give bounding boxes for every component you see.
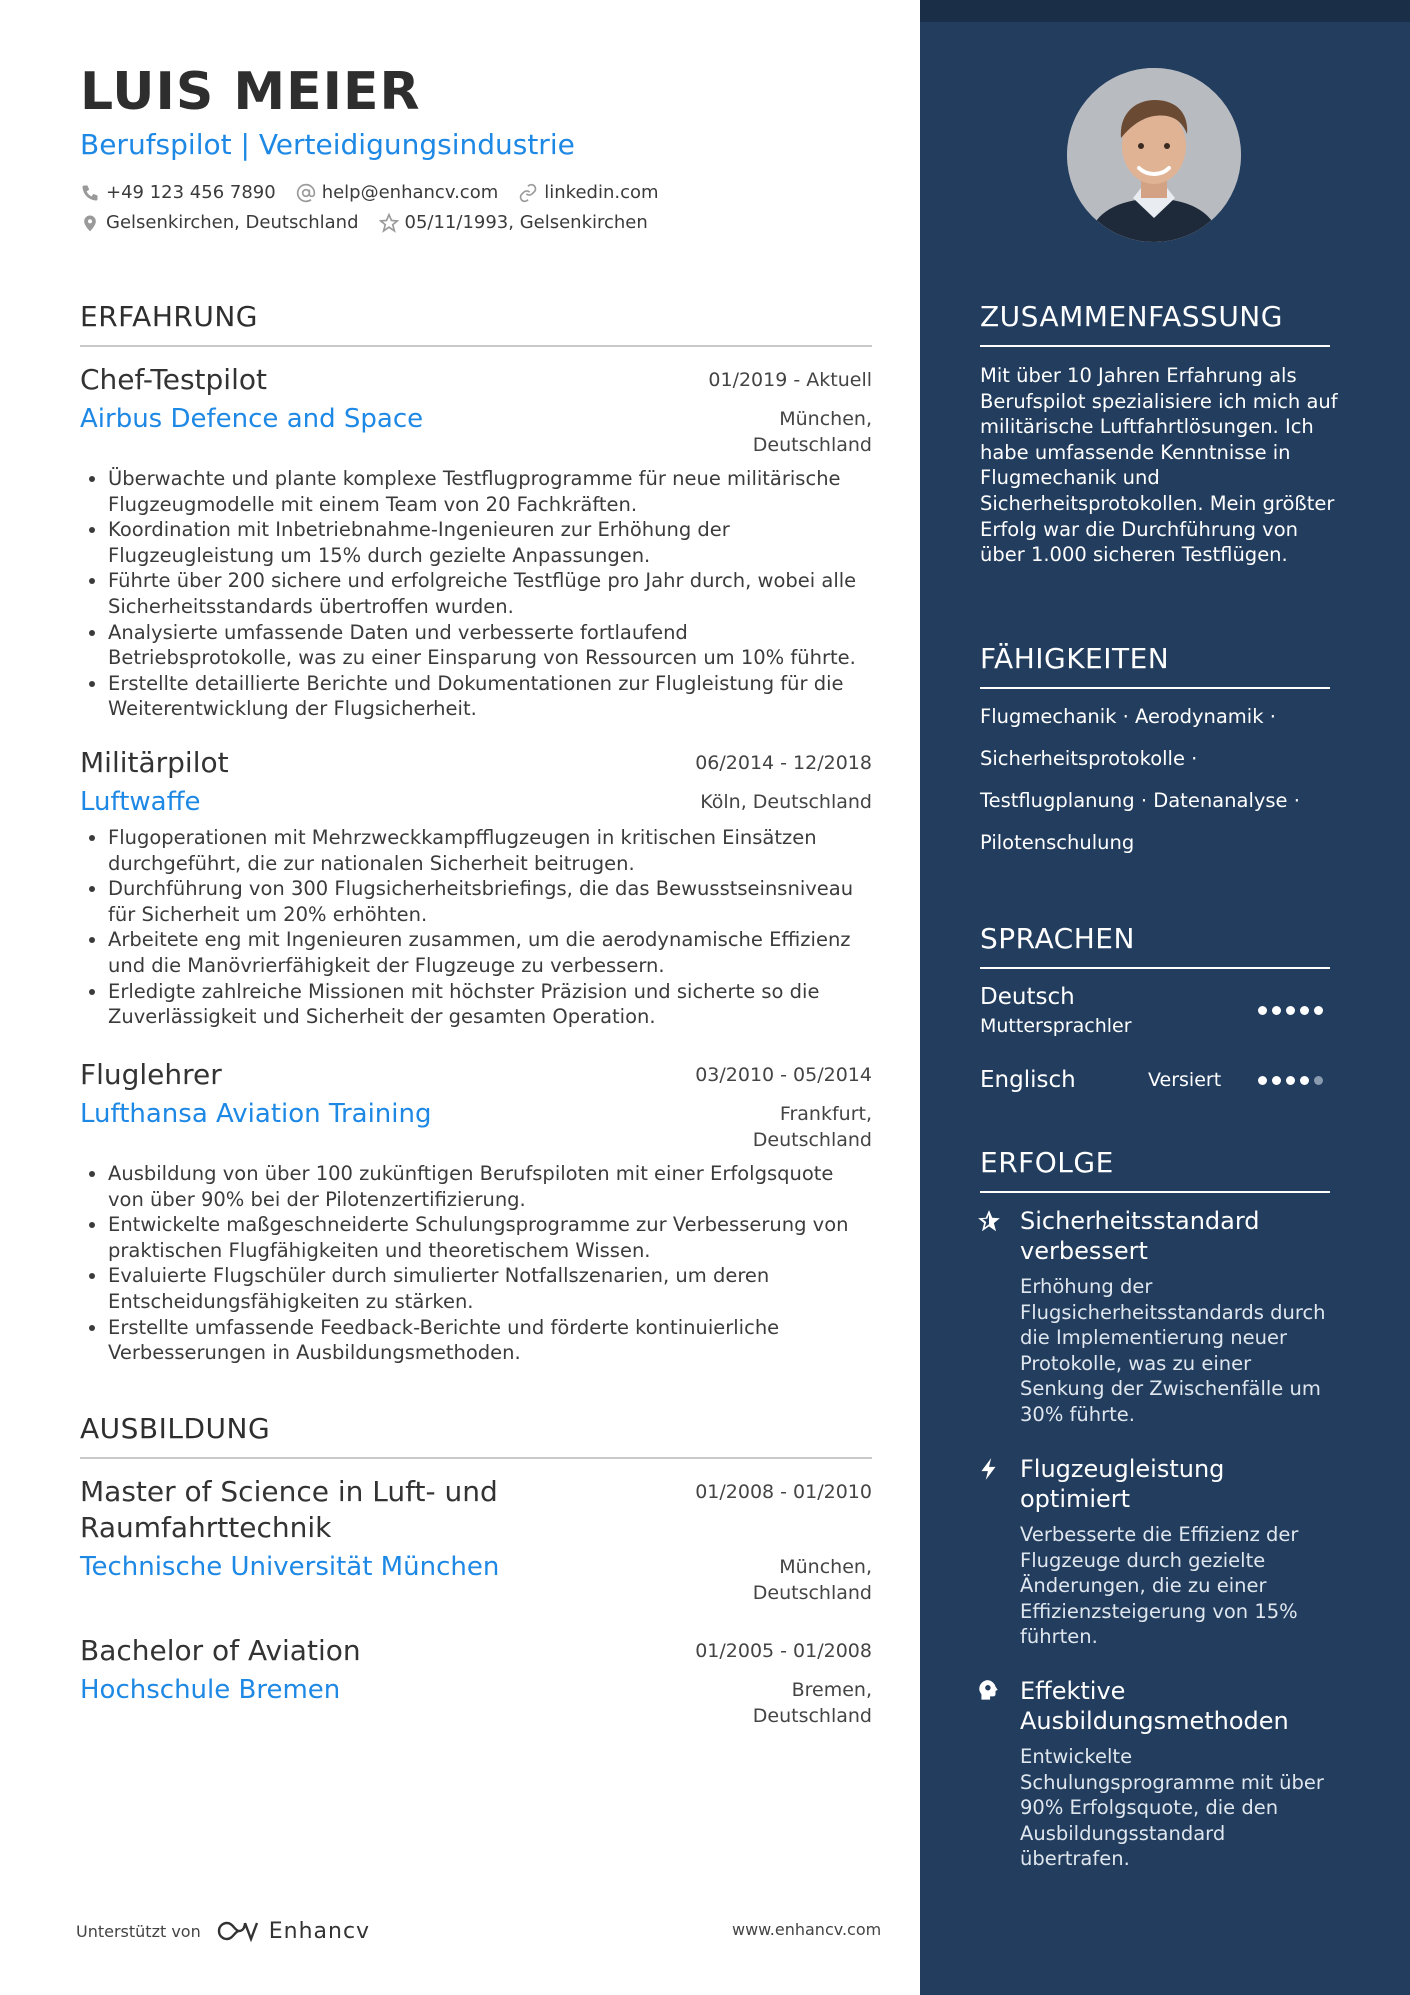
job-bullet: Durchführung von 300 Flugsicherheitsbriefings, die das Bewusstseinsniveau für Sicherheit um 20% erhöhten. xyxy=(80,876,872,927)
job-company: Airbus Defence and Space xyxy=(80,404,424,434)
language-rating xyxy=(1258,1076,1328,1085)
job-date: 01/2019 - Aktuell xyxy=(708,369,872,391)
education-entry xyxy=(80,1633,872,1727)
language-level: Muttersprachler xyxy=(980,1015,1132,1037)
language-name: Englisch xyxy=(980,1067,1076,1093)
bolt-icon xyxy=(976,1456,1002,1482)
skill-line: Pilotenschulung xyxy=(980,831,1135,854)
job-bullets xyxy=(80,825,872,1030)
star-outline-icon xyxy=(379,213,399,233)
edu-location xyxy=(753,1677,872,1729)
rating-dot-filled xyxy=(1272,1006,1281,1015)
job-bullets xyxy=(80,466,872,722)
footer-powered-by xyxy=(76,1918,370,1944)
achievement-desc: Erhöhung der Flugsicherheitsstandards durch die Implementierung neuer Protokolle, was zu einer Senkung der Zwischenfälle um 30% führte. xyxy=(1020,1275,1326,1426)
language-name: Deutsch xyxy=(980,984,1075,1010)
star-icon xyxy=(976,1208,1002,1234)
website-text: linkedin.com xyxy=(544,182,659,203)
job-bullet: Führte über 200 sichere und erfolgreiche Testflüge pro Jahr durch, wobei alle Sicherheitsstandards übertroffen wurden. xyxy=(80,568,872,619)
rating-dot-filled xyxy=(1300,1006,1309,1015)
achievement-title: Flugzeugleistung optimiert xyxy=(1020,1455,1225,1513)
phone-text: +49 123 456 7890 xyxy=(106,182,276,203)
summary-heading: ZUSAMMENFASSUNG xyxy=(980,300,1330,347)
edu-date: 01/2008 - 01/2010 xyxy=(695,1481,872,1503)
contact-email[interactable] xyxy=(296,182,499,203)
rating-dot-filled xyxy=(1286,1006,1295,1015)
achievement-title: Sicherheitsstandard verbessert xyxy=(1020,1207,1260,1265)
rating-dot-filled xyxy=(1258,1006,1267,1015)
brand-name: Enhancv xyxy=(268,1918,371,1944)
job-company: Lufthansa Aviation Training xyxy=(80,1099,432,1129)
job-location-line1: Köln, Deutschland xyxy=(700,791,872,813)
edu-degree-line1: Master of Science in Luft- und xyxy=(80,1475,498,1508)
link-icon xyxy=(518,183,538,203)
job-bullet: Erledigte zahlreiche Missionen mit höchster Präzision und sicherte so die Zuverlässigkeit und Sicherheit der gesamten Operation. xyxy=(80,979,872,1030)
job-bullet: Erstellte umfassende Feedback-Berichte und förderte kontinuierliche Verbesserungen in Ausbildungsmethoden. xyxy=(80,1315,872,1366)
profile-photo xyxy=(1067,68,1241,242)
edu-degree-line2: Raumfahrttechnik xyxy=(80,1511,332,1544)
rating-dot-filled xyxy=(1258,1076,1267,1085)
job-role: Chef-Testpilot xyxy=(80,363,267,396)
education-entry xyxy=(80,1474,872,1604)
job-role: Fluglehrer xyxy=(80,1058,222,1091)
skills-heading: FÄHIGKEITEN xyxy=(980,642,1330,689)
skill-line: Sicherheitsprotokolle · xyxy=(980,747,1198,770)
job-bullet: Flugoperationen mit Mehrzweckkampfflugzeugen in kritischen Einsätzen durchgeführt, die zur nationalen Sicherheit beitrugen. xyxy=(80,825,872,876)
job-role: Militärpilot xyxy=(80,746,229,779)
job-location xyxy=(753,1101,872,1153)
rating-dot-filled xyxy=(1286,1076,1295,1085)
contact-row-2 xyxy=(80,212,668,233)
head-icon xyxy=(976,1678,1002,1704)
job-bullet: Arbeitete eng mit Ingenieuren zusammen, um die aerodynamische Effizienz und die Manövrierfähigkeit der Flugzeuge zu verbessern. xyxy=(80,927,872,978)
job-bullet: Erstellte detaillierte Berichte und Dokumentationen zur Flugleistung für die Weiterentwicklung der Flugsicherheit. xyxy=(80,671,872,722)
edu-school: Hochschule Bremen xyxy=(80,1675,341,1705)
edu-location-line1: Bremen, xyxy=(791,1679,872,1701)
contact-website[interactable] xyxy=(518,182,658,203)
job-bullets xyxy=(80,1161,872,1366)
job-bullet: Koordination mit Inbetriebnahme-Ingenieuren zur Erhöhung der Flugzeugleistung um 15% durch gezielte Anpassungen. xyxy=(80,517,872,568)
candidate-name: LUIS MEIER xyxy=(80,62,421,122)
edu-location xyxy=(753,1554,872,1606)
education-heading: AUSBILDUNG xyxy=(80,1412,872,1459)
edu-location-line1: München, xyxy=(779,1556,872,1578)
edu-school: Technische Universität München xyxy=(80,1552,500,1582)
enhancv-logo-icon xyxy=(213,1918,261,1944)
contact-phone[interactable] xyxy=(80,182,276,203)
job-date: 03/2010 - 05/2014 xyxy=(695,1064,872,1086)
job-location xyxy=(700,789,872,815)
contact-row-1 xyxy=(80,182,679,203)
footer-url[interactable]: www.enhancv.com xyxy=(732,1920,882,1939)
email-text: help@enhancv.com xyxy=(321,182,499,203)
language-level: Versiert xyxy=(1148,1069,1222,1091)
at-icon xyxy=(296,183,316,203)
job-location-line2: Deutschland xyxy=(752,1129,872,1151)
achievements-heading: ERFOLGE xyxy=(980,1146,1330,1193)
job-date: 06/2014 - 12/2018 xyxy=(695,752,872,774)
candidate-subtitle: Berufspilot | Verteidigungsindustrie xyxy=(80,128,575,161)
sidebar xyxy=(920,0,1410,1995)
job-bullet: Entwickelte maßgeschneiderte Schulungsprogramme zur Verbesserung von praktischen Flugfähigkeiten und theoretischem Wissen. xyxy=(80,1212,872,1263)
powered-by-text: Unterstützt von xyxy=(76,1921,201,1941)
experience-entry xyxy=(80,1057,872,1366)
job-bullet: Überwachte und plante komplexe Testflugprogramme für neue militärische Flugzeugmodelle mit einem Team von 20 Fachkräften. xyxy=(80,466,872,517)
job-bullet: Ausbildung von über 100 zukünftigen Berufspiloten mit einer Erfolgsquote von über 90% bei der Pilotenzertifizierung. xyxy=(80,1161,872,1212)
edu-location-line2: Deutschland xyxy=(752,1582,872,1604)
edu-degree-line1: Bachelor of Aviation xyxy=(80,1634,361,1667)
edu-location-line2: Deutschland xyxy=(752,1705,872,1727)
rating-dot-filled xyxy=(1300,1076,1309,1085)
job-company: Luftwaffe xyxy=(80,787,201,817)
rating-dot-filled xyxy=(1272,1076,1281,1085)
avatar-illustration xyxy=(1067,68,1241,242)
phone-icon xyxy=(80,183,100,203)
contact-birth xyxy=(379,212,648,233)
rating-dot-empty xyxy=(1314,1076,1323,1085)
language-rating xyxy=(1258,1006,1328,1015)
birth-text: 05/11/1993, Gelsenkirchen xyxy=(404,212,648,233)
rating-dot-filled xyxy=(1314,1006,1323,1015)
achievement-title: Effektive Ausbildungsmethoden xyxy=(1020,1677,1289,1735)
skill-line: Testflugplanung · Datenanalyse · xyxy=(980,789,1300,812)
achievement-desc: Verbesserte die Effizienz der Flugzeuge durch gezielte Änderungen, die zu einer Effizienzsteigerung von 15% führten. xyxy=(1020,1523,1299,1649)
edu-date: 01/2005 - 01/2008 xyxy=(695,1640,872,1662)
achievement-desc: Entwickelte Schulungsprogramme mit über 90% Erfolgsquote, die den Ausbildungsstandard übertrafen. xyxy=(1020,1745,1324,1871)
experience-entry xyxy=(80,362,872,722)
job-bullet: Evaluierte Flugschüler durch simulierter Notfallszenarien, um deren Entscheidungsfähigkeiten zu stärken. xyxy=(80,1263,872,1314)
skill-line: Flugmechanik · Aerodynamik · xyxy=(980,705,1276,728)
location-pin-icon xyxy=(80,213,100,233)
sidebar-top-bar xyxy=(920,0,1410,22)
job-location-line1: München, xyxy=(779,408,872,430)
job-bullet: Analysierte umfassende Daten und verbesserte fortlaufend Betriebsprotokolle, was zu einer Einsparung von Ressourcen um 10% führte. xyxy=(80,620,872,671)
summary-text: Mit über 10 Jahren Erfahrung als Berufspilot spezialisiere ich mich auf militärische Luftfahrtlösungen. Ich habe umfassende Kenntnisse in Flugmechanik und Sicherheitsprotokollen. Mein größter Erfolg war die Durchführung von über 1.000 sicheren Testflügen. xyxy=(980,364,1338,567)
experience-heading: ERFAHRUNG xyxy=(80,300,872,347)
job-location-line2: Deutschland xyxy=(752,434,872,456)
experience-entry xyxy=(80,745,872,1030)
location-text: Gelsenkirchen, Deutschland xyxy=(106,212,359,233)
languages-heading: SPRACHEN xyxy=(980,922,1330,969)
job-location-line1: Frankfurt, xyxy=(779,1103,872,1125)
contact-location xyxy=(80,212,359,233)
job-location xyxy=(753,406,872,458)
